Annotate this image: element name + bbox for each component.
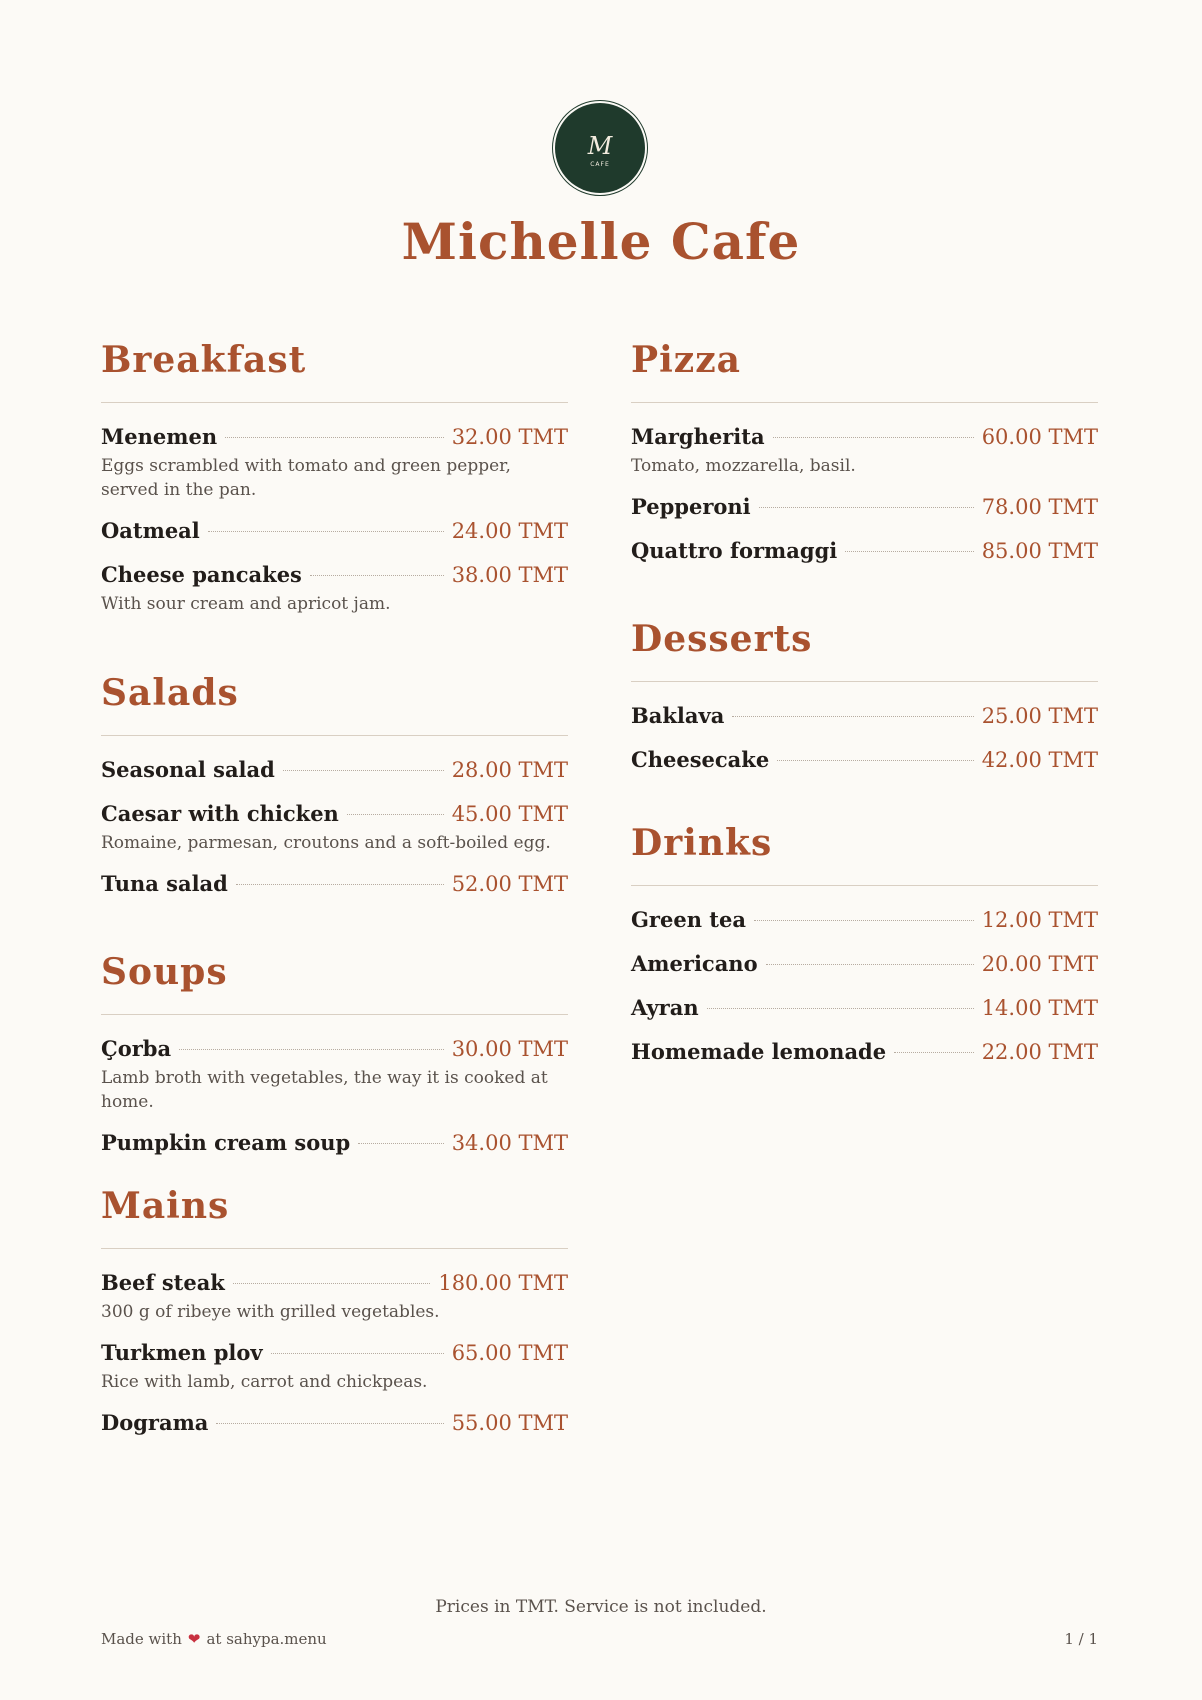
dot-leader [777,760,973,761]
menu-item-row [101,422,568,452]
menu-item [631,422,1098,478]
made-with-text: Made with [101,1630,182,1648]
dot-leader [216,1423,443,1424]
menu-item-row [101,799,568,829]
menu-item-name: Beef steak [101,1270,225,1295]
made-at-link[interactable]: at sahypa.menu [206,1630,327,1648]
menu-item-price: 30.00 TMT [451,1037,568,1061]
dot-leader [358,1143,443,1144]
menu-item [101,1408,568,1438]
menu-item-name: Quattro formaggi [631,538,838,563]
dot-leader [310,575,444,576]
logo-subtext: CAFE [590,161,610,168]
section-title: Salads [101,672,239,714]
item-list [101,1268,568,1438]
logo-letter: M [587,132,613,160]
item-list [631,422,1098,566]
menu-item-row [631,745,1098,775]
menu-item-row [101,755,568,785]
menu-item-row [631,536,1098,566]
menu-item-description: Rice with lamb, carrot and chickpeas. [101,1372,428,1392]
menu-item-row [101,1408,568,1438]
menu-item-description: 300 g of ribeye with grilled vegetables. [101,1302,440,1322]
menu-item [101,1034,568,1114]
menu-item [101,755,568,785]
menu-item-name: Green tea [631,907,746,932]
heart-icon: ❤ [187,1630,201,1648]
dot-leader [773,437,974,438]
section-pizza [631,335,1098,580]
menu-item-price: 25.00 TMT [981,704,1098,728]
dot-leader [894,1052,974,1053]
menu-item-row [631,492,1098,522]
menu-item-name: Ayran [631,995,699,1020]
menu-item [101,869,568,899]
menu-item-price: 85.00 TMT [981,539,1098,563]
menu-item-name: Margherita [631,424,765,449]
menu-item [631,536,1098,566]
menu-item-row [631,422,1098,452]
menu-item-row [631,1037,1098,1067]
menu-item [631,993,1098,1023]
menu-item-name: Oatmeal [101,518,200,543]
menu-item-name: Cheese pancakes [101,562,302,587]
menu-item-price: 34.00 TMT [451,1131,568,1155]
menu-item-name: Çorba [101,1036,172,1061]
dot-leader [732,716,973,717]
dot-leader [754,920,974,921]
item-list [631,701,1098,775]
footer-note: Prices in TMT. Service is not included. [435,1597,767,1617]
menu-item [631,492,1098,522]
menu-item-name: Caesar with chicken [101,801,339,826]
menu-item-description: Romaine, parmesan, croutons and a soft-boiled egg. [101,833,551,853]
section-desserts [631,614,1098,789]
menu-item-price: 24.00 TMT [451,519,568,543]
menu-item-row [631,905,1098,935]
dot-leader [233,1283,430,1284]
menu-item-price: 38.00 TMT [451,563,568,587]
item-list [101,422,568,616]
menu-item-description: Tomato, mozzarella, basil. [631,456,856,476]
cafe-logo [555,103,645,193]
section-soups [101,947,568,1172]
section-title: Soups [101,951,228,993]
menu-item-name: Cheesecake [631,747,770,772]
menu-item-name: Baklava [631,703,725,728]
section-title: Pizza [631,339,741,381]
menu-item-price: 42.00 TMT [981,748,1098,772]
page-title: Michelle Cafe [401,212,801,271]
menu-item-price: 55.00 TMT [451,1411,568,1435]
menu-item-name: Pepperoni [631,494,751,519]
section-title: Mains [101,1185,230,1227]
menu-item [101,1268,568,1324]
item-list [631,905,1098,1067]
menu-item-row [101,516,568,546]
menu-item-description: Lamb broth with vegetables, the way it is cooked at home. [101,1068,548,1112]
menu-item [631,745,1098,775]
menu-item-name: Homemade lemonade [631,1039,887,1064]
menu-item-name: Menemen [101,424,218,449]
dot-leader [225,437,444,438]
menu-item [101,422,568,502]
menu-item-name: Dograma [101,1410,209,1435]
menu-item-row [631,701,1098,731]
menu-item-name: Tuna salad [101,871,228,896]
menu-item-description: With sour cream and apricot jam. [101,594,391,614]
menu-item-row [101,1128,568,1158]
dot-leader [845,551,973,552]
menu-item-price: 20.00 TMT [981,952,1098,976]
dot-leader [347,814,444,815]
dot-leader [208,531,444,532]
menu-item-price: 12.00 TMT [981,908,1098,932]
menu-item [631,701,1098,731]
menu-item-name: Turkmen plov [101,1340,263,1365]
dot-leader [766,964,974,965]
section-divider [101,402,568,403]
section-divider [631,885,1098,886]
menu-item-price: 65.00 TMT [451,1341,568,1365]
item-list [101,755,568,899]
section-divider [631,402,1098,403]
menu-item-name: Pumpkin cream soup [101,1130,351,1155]
menu-item-price: 22.00 TMT [981,1040,1098,1064]
menu-item [101,1128,568,1158]
menu-item-price: 180.00 TMT [438,1271,568,1295]
section-title: Breakfast [101,339,307,381]
menu-item [631,949,1098,979]
menu-item-name: Seasonal salad [101,757,275,782]
section-divider [101,735,568,736]
menu-item-description: Eggs scrambled with tomato and green pepper, served in the pan. [101,456,511,500]
menu-item [101,516,568,546]
dot-leader [179,1049,444,1050]
section-divider [101,1248,568,1249]
dot-leader [271,1353,444,1354]
menu-item-price: 45.00 TMT [451,802,568,826]
menu-item-row [631,993,1098,1023]
menu-item [101,560,568,616]
dot-leader [759,507,974,508]
section-salads [101,668,568,913]
dot-leader [236,884,444,885]
menu-item-row [101,560,568,590]
menu-item-row [101,1268,568,1298]
section-title: Desserts [631,618,813,660]
menu-item-row [101,1034,568,1064]
menu-item-price: 32.00 TMT [451,425,568,449]
footer-credit [101,1630,327,1648]
section-mains [101,1181,568,1452]
menu-item-row [101,1338,568,1368]
dot-leader [707,1008,974,1009]
item-list [101,1034,568,1158]
page-number: 1 / 1 [1064,1630,1098,1648]
menu-item-price: 78.00 TMT [981,495,1098,519]
menu-item-price: 14.00 TMT [981,996,1098,1020]
menu-item-name: Americano [631,951,758,976]
menu-item [101,1338,568,1394]
section-divider [101,1014,568,1015]
menu-item-price: 28.00 TMT [451,758,568,782]
menu-item [631,1037,1098,1067]
menu-item [101,799,568,855]
menu-item-price: 60.00 TMT [981,425,1098,449]
section-divider [631,681,1098,682]
menu-item-row [101,869,568,899]
dot-leader [283,770,444,771]
section-breakfast [101,335,568,630]
section-title: Drinks [631,822,773,864]
menu-item-price: 52.00 TMT [451,872,568,896]
menu-item-row [631,949,1098,979]
menu-item [631,905,1098,935]
section-drinks [631,818,1098,1081]
